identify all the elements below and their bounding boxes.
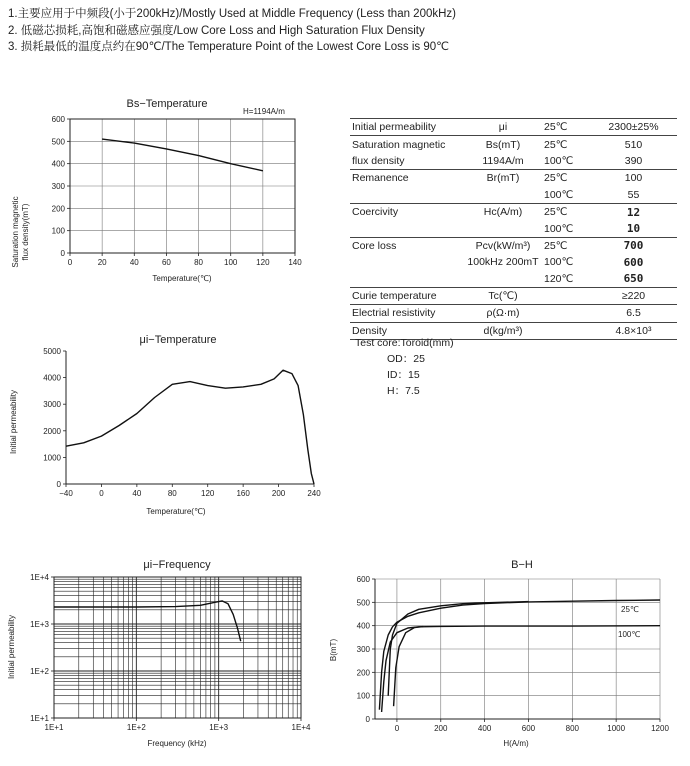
- chart-title: μi−Frequency: [143, 559, 211, 571]
- test-core-id: ID：15: [387, 369, 420, 381]
- property-symbol: ρ(Ω·m): [464, 305, 542, 322]
- x-tick-label: 800: [565, 724, 579, 733]
- property-name: Remanence: [350, 170, 464, 187]
- y-tick-label: 5000: [43, 347, 61, 356]
- permeability-frequency-chart: [0, 555, 320, 755]
- property-name: flux density: [352, 154, 405, 167]
- plot-area: [357, 575, 670, 733]
- x-tick-label: 40: [132, 489, 142, 498]
- chart-annotation: H=1194A/m: [243, 107, 285, 116]
- property-name: Curie temperature: [350, 287, 464, 304]
- y-tick-label: 200: [51, 204, 65, 214]
- property-symbol: 1194A/m: [482, 154, 524, 167]
- x-tick-label: 140: [288, 258, 302, 267]
- property-condition: 25℃: [542, 203, 590, 220]
- property-row: [350, 220, 677, 237]
- property-row: [350, 287, 677, 304]
- property-row: [350, 136, 677, 153]
- property-name: Core loss: [350, 237, 464, 254]
- permeability-temperature-chart: [0, 330, 320, 520]
- property-value: 700: [590, 237, 677, 254]
- x-tick-label: 0: [394, 724, 400, 733]
- property-condition: 100℃: [544, 154, 574, 167]
- x-tick-label: 200: [271, 489, 286, 498]
- y-tick-label: 600: [51, 115, 65, 124]
- y-tick-label: 0: [60, 249, 65, 258]
- y-axis-label: B(mT): [329, 638, 338, 662]
- series-line: [66, 370, 314, 484]
- y-tick-label: 400: [51, 159, 65, 169]
- test-core-title: Test core:Toroid(mm): [355, 337, 454, 349]
- x-tick-label: 400: [477, 724, 492, 733]
- property-condition: [542, 322, 590, 339]
- x-tick-label: 0: [99, 489, 104, 498]
- x-tick-label: 80: [167, 489, 177, 498]
- property-condition: 120℃: [544, 272, 574, 285]
- x-tick-label: 1E+4: [291, 723, 311, 732]
- x-tick-label: 120: [256, 258, 270, 267]
- y-tick-label: 500: [51, 137, 65, 147]
- property-value: 6.5: [590, 305, 677, 322]
- series-line: [54, 601, 241, 641]
- y-tick-label: 100: [356, 691, 370, 701]
- property-value: ≥220: [590, 287, 677, 304]
- y-tick-label: 0: [365, 715, 370, 724]
- test-core-od: OD：25: [387, 353, 425, 365]
- property-condition: 25℃: [542, 119, 590, 136]
- property-symbol: d(kg/m³): [464, 322, 542, 339]
- property-row: [350, 203, 677, 220]
- y-axis-label-1: Saturation magnetic: [11, 196, 20, 268]
- y-tick-label: 1E+3: [30, 620, 49, 629]
- y-axis-label: Initial permeability: [9, 389, 18, 455]
- series-line: [379, 600, 660, 710]
- property-symbol: Bs(mT): [464, 136, 542, 153]
- plot-area: [52, 115, 303, 267]
- property-symbol: Br(mT): [464, 170, 542, 187]
- property-condition: 100℃: [544, 256, 574, 269]
- y-tick-label: 300: [356, 645, 370, 654]
- bh-curve-chart: [320, 555, 690, 755]
- property-condition: 25℃: [542, 170, 590, 187]
- x-tick-label: 80: [194, 258, 204, 267]
- property-value: 55: [627, 188, 640, 201]
- property-name: Initial permeability: [350, 119, 464, 136]
- property-symbol: 100kHz 200mT: [467, 256, 539, 269]
- x-tick-label: 1200: [651, 724, 669, 733]
- property-symbol: Hc(A/m): [464, 203, 542, 220]
- y-tick-label: 100: [51, 226, 65, 236]
- x-axis-label: H(A/m): [503, 739, 529, 748]
- bs-temperature-chart: [0, 92, 320, 292]
- y-tick-label: 500: [356, 598, 370, 608]
- x-tick-label: 60: [161, 258, 171, 267]
- x-tick-label: 600: [521, 724, 536, 733]
- series-label-100c: 100℃: [618, 630, 641, 639]
- series-line: [102, 139, 263, 171]
- intro-line-1: 1.主要应用于中频段(小于200kHz)/Mostly Used at Middle Frequency (Less than 200kHz): [8, 8, 456, 20]
- plot-area: [43, 347, 321, 498]
- property-value: 390: [624, 154, 643, 167]
- x-tick-label: 200: [434, 724, 448, 733]
- property-value: 4.8×10³: [590, 322, 677, 339]
- property-row: [350, 254, 677, 270]
- property-row: [350, 187, 677, 204]
- x-tick-label: 240: [307, 489, 321, 498]
- y-tick-label: 4000: [43, 373, 61, 383]
- intro-notes: [8, 6, 456, 56]
- series-line: [394, 627, 424, 707]
- x-tick-label: 1E+3: [209, 723, 229, 732]
- property-name: [350, 271, 464, 288]
- x-tick-label: 40: [129, 258, 139, 267]
- property-row: [350, 153, 677, 170]
- test-core-info: [355, 335, 454, 399]
- x-tick-label: 0: [67, 258, 73, 267]
- property-value: 510: [590, 136, 677, 153]
- x-tick-label: 160: [236, 489, 250, 498]
- properties-table: [350, 118, 677, 340]
- intro-line-2: 2. 低磁芯损耗,高饱和磁感应强度/Low Core Loss and High Saturation Flux Density: [8, 24, 425, 37]
- property-row: [350, 271, 677, 288]
- chart-title: B−H: [511, 559, 533, 571]
- property-symbol: μi: [464, 119, 542, 136]
- property-condition: 100℃: [544, 188, 574, 201]
- x-axis-label: Frequency (kHz): [147, 739, 207, 748]
- series-label-25c: 25℃: [621, 605, 639, 614]
- x-tick-label: 100: [224, 258, 238, 267]
- property-condition: 25℃: [542, 237, 590, 254]
- x-tick-label: 1E+1: [44, 723, 64, 732]
- property-condition: [542, 287, 590, 304]
- chart-title: μi−Temperature: [139, 334, 217, 346]
- property-value: 600: [623, 255, 644, 269]
- intro-line-3: 3. 损耗最低的温度点约在90℃/The Temperature Point of the Lowest Core Loss is 90℃: [8, 41, 450, 53]
- property-symbol: [464, 220, 542, 237]
- property-row: [350, 170, 677, 187]
- y-tick-label: 0: [56, 480, 61, 489]
- property-row: [350, 237, 677, 254]
- property-value: 100: [590, 170, 677, 187]
- property-row: [350, 305, 677, 322]
- y-tick-label: 200: [356, 668, 370, 678]
- property-symbol: [464, 271, 542, 288]
- y-tick-label: 1E+1: [30, 714, 49, 723]
- property-row: [350, 119, 677, 136]
- plot-area: [30, 573, 311, 732]
- plot-frame: [54, 577, 301, 718]
- property-condition: 100℃: [544, 222, 574, 235]
- property-name: Coercivity: [350, 203, 464, 220]
- property-value: 10: [626, 222, 641, 236]
- property-condition: [542, 305, 590, 322]
- y-axis-label-2: flux density(mT): [21, 203, 30, 261]
- property-value: 12: [590, 203, 677, 220]
- x-tick-label: −40: [59, 489, 73, 498]
- property-symbol: [464, 187, 542, 204]
- y-tick-label: 400: [356, 621, 370, 631]
- y-tick-label: 1000: [43, 453, 61, 463]
- property-symbol: Pcv(kW/m³): [464, 237, 542, 254]
- property-value: 2300±25%: [590, 119, 677, 136]
- property-name: Electrial resistivity: [350, 305, 464, 322]
- x-tick-label: 20: [97, 258, 107, 267]
- property-name: [350, 220, 464, 237]
- y-axis-label: Initial permeability: [7, 614, 16, 680]
- property-name: [350, 187, 464, 204]
- test-core-h: H：7.5: [387, 385, 420, 397]
- y-tick-label: 300: [51, 182, 65, 191]
- chart-title: Bs−Temperature: [126, 98, 208, 110]
- y-tick-label: 1E+2: [30, 667, 49, 676]
- y-tick-label: 2000: [43, 426, 61, 436]
- x-axis-label: Temperature(℃): [146, 507, 206, 516]
- property-symbol: Tc(℃): [464, 287, 542, 304]
- x-tick-label: 1000: [607, 724, 626, 733]
- property-name: Saturation magnetic: [350, 136, 464, 153]
- y-tick-label: 1E+4: [30, 573, 49, 582]
- x-tick-label: 1E+2: [126, 723, 146, 732]
- property-value: 650: [623, 272, 644, 286]
- property-condition: 25℃: [542, 136, 590, 153]
- property-name: Density: [350, 322, 464, 339]
- property-name: [350, 254, 464, 270]
- y-tick-label: 600: [356, 575, 370, 584]
- x-axis-label: Temperature(℃): [152, 274, 212, 283]
- x-tick-label: 120: [201, 489, 215, 498]
- y-tick-label: 3000: [43, 400, 61, 410]
